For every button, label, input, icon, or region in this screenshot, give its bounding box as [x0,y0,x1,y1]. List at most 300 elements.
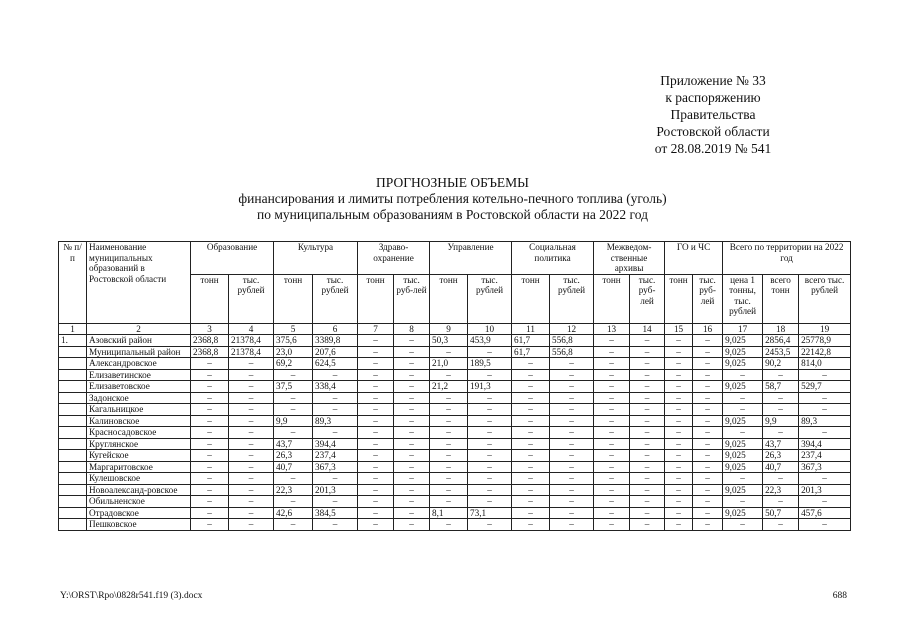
table-cell: 21,0 [430,358,468,370]
table-cell: 40,7 [274,461,313,473]
table-cell: – [630,358,665,370]
table-cell: – [723,473,763,485]
table-cell: – [550,427,594,439]
table-cell: – [229,415,274,427]
table-cell: – [468,346,512,358]
table-cell: – [191,450,229,462]
table-row [59,404,851,416]
column-number: 12 [550,323,594,335]
table-cell: – [430,450,468,462]
table-cell: 384,5 [313,507,358,519]
appendix-line: от 28.08.2019 № 541 [654,141,772,156]
table-cell: 367,3 [313,461,358,473]
table-cell: – [594,450,630,462]
table-cell: 89,3 [313,415,358,427]
table-cell: – [468,392,512,404]
row-number [59,519,87,531]
table-cell: – [630,381,665,393]
table-cell: 23,0 [274,346,313,358]
row-number [59,438,87,450]
table-cell: 73,1 [468,507,512,519]
row-number [59,450,87,462]
table-cell: – [550,415,594,427]
table-cell: 42,6 [274,507,313,519]
table-cell: 191,3 [468,381,512,393]
column-number: 16 [693,323,723,335]
table-cell: – [799,519,851,531]
table-cell: 2368,8 [191,335,229,347]
column-number: 9 [430,323,468,335]
table-cell: – [394,415,430,427]
table-cell: 201,3 [313,484,358,496]
table-cell: – [693,438,723,450]
table-cell: – [430,438,468,450]
table-row [59,519,851,531]
table-cell: – [430,392,468,404]
table-cell: – [693,404,723,416]
table-row [59,438,851,450]
table-cell: – [191,427,229,439]
table-cell: – [723,496,763,508]
table-row [59,392,851,404]
table-cell: – [313,404,358,416]
table-cell: 2453,5 [763,346,799,358]
table-cell: – [594,484,630,496]
table-cell: 9,9 [274,415,313,427]
table-cell: – [594,461,630,473]
table-cell: – [594,346,630,358]
municipality-name: Александровское [87,358,191,370]
appendix-line: к распоряжению [665,90,761,105]
table-cell: – [594,415,630,427]
table-cell: – [274,427,313,439]
table-cell: 26,3 [274,450,313,462]
header-group: Образование [191,242,274,275]
table-cell: – [693,346,723,358]
table-cell: – [693,519,723,531]
table-cell: 9,025 [723,381,763,393]
table-cell: – [358,461,394,473]
table-cell: – [191,484,229,496]
table-cell: – [630,392,665,404]
table-cell: 394,4 [313,438,358,450]
table-cell: – [468,496,512,508]
table-cell: – [512,358,550,370]
table-cell: – [191,358,229,370]
header-unit: тыс. руб-лей [394,274,430,323]
table-cell: – [229,358,274,370]
table-cell: – [723,519,763,531]
table-cell: – [693,473,723,485]
table-cell: – [430,484,468,496]
header-name: Наименование муниципальных образований в Ростовской области [87,242,191,324]
header-unit: тонн [665,274,693,323]
row-number [59,507,87,519]
row-number [59,381,87,393]
table-cell: 201,3 [799,484,851,496]
table-cell: – [274,404,313,416]
header-unit: тыс. рублей [313,274,358,323]
table-cell: – [512,484,550,496]
column-number: 5 [274,323,313,335]
table-cell: – [512,450,550,462]
table-cell: – [550,404,594,416]
row-number [59,496,87,508]
table-cell: – [550,381,594,393]
table-cell: – [665,473,693,485]
table-row [59,461,851,473]
table-cell: – [693,427,723,439]
table-cell: – [799,392,851,404]
table-cell: – [191,381,229,393]
column-number: 8 [394,323,430,335]
municipality-name: Елизаветинское [87,369,191,381]
table-cell: – [594,369,630,381]
header-unit: тонн [191,274,229,323]
municipality-name: Пешковское [87,519,191,531]
header-unit: всего тыс. рублей [799,274,851,323]
table-cell: – [550,369,594,381]
table-cell: – [394,346,430,358]
table-cell: 50,7 [763,507,799,519]
municipality-name: Муниципальный район [87,346,191,358]
table-cell: 529,7 [799,381,851,393]
row-number [59,404,87,416]
table-row [59,381,851,393]
table-cell: – [693,461,723,473]
table-cell: – [594,427,630,439]
table-cell: 9,025 [723,438,763,450]
row-number [59,369,87,381]
table-cell: – [430,473,468,485]
table-cell: 9,025 [723,484,763,496]
municipality-name: Обильненское [87,496,191,508]
table-cell: – [394,507,430,519]
table-cell: – [512,392,550,404]
table-cell: – [229,381,274,393]
table-cell: – [229,392,274,404]
table-cell: – [358,438,394,450]
table-row [59,450,851,462]
table-cell: – [512,519,550,531]
table-cell: – [512,404,550,416]
table-cell: – [358,358,394,370]
table-cell: – [358,381,394,393]
table-cell: – [630,438,665,450]
header-row-groups [59,242,851,275]
header-group: Социальная политика [512,242,594,275]
appendix-line: Ростовской области [656,124,770,139]
table-cell: – [512,438,550,450]
table-cell: 90,2 [763,358,799,370]
table-cell: – [394,450,430,462]
table-cell: – [799,427,851,439]
table-cell: – [693,335,723,347]
table-cell: – [191,461,229,473]
table-cell: – [512,369,550,381]
table-cell: 61,7 [512,346,550,358]
table-cell: – [665,381,693,393]
table-cell: – [630,484,665,496]
column-number: 13 [594,323,630,335]
table-row [59,496,851,508]
table-cell: 69,2 [274,358,313,370]
table-cell: – [358,335,394,347]
municipality-name: Новоалександ-ровское [87,484,191,496]
table-cell: – [191,438,229,450]
table-cell: – [723,404,763,416]
table-cell: – [274,369,313,381]
municipality-name: Красносадовское [87,427,191,439]
table-cell: 556,8 [550,346,594,358]
table-cell: 21,2 [430,381,468,393]
table-cell: – [594,381,630,393]
table-cell: – [550,392,594,404]
table-cell: – [468,415,512,427]
table-cell: – [229,404,274,416]
table-cell: – [594,392,630,404]
table-cell: – [630,461,665,473]
table-cell: – [665,346,693,358]
table-cell: – [430,461,468,473]
table-cell: 237,4 [799,450,851,462]
table-cell: 2856,4 [763,335,799,347]
table-cell: – [630,473,665,485]
row-number [59,392,87,404]
table-cell: – [191,496,229,508]
column-number: 14 [630,323,665,335]
table-cell: – [550,450,594,462]
table-cell: – [665,507,693,519]
column-number: 18 [763,323,799,335]
table-cell: – [630,496,665,508]
document-title [0,175,905,223]
table-cell: – [594,507,630,519]
table-cell: – [191,519,229,531]
table-cell: – [468,427,512,439]
table-cell: – [630,346,665,358]
table-cell: – [723,427,763,439]
table-cell: 8,1 [430,507,468,519]
table-cell: – [229,473,274,485]
municipality-name: Круглянское [87,438,191,450]
table-cell: 25778,9 [799,335,851,347]
header-group: ГО и ЧС [665,242,723,275]
table-cell: – [665,415,693,427]
table-cell: – [394,438,430,450]
table-cell: – [693,496,723,508]
table-cell: – [665,484,693,496]
table-cell: – [630,450,665,462]
table-cell: – [394,496,430,508]
table-cell: – [799,496,851,508]
table-cell: – [693,484,723,496]
table-cell: 89,3 [799,415,851,427]
table-cell: – [229,507,274,519]
table-cell: – [512,381,550,393]
table-cell: – [358,484,394,496]
table-row [59,484,851,496]
table-cell: 338,4 [313,381,358,393]
table-cell: – [763,369,799,381]
table-cell: 26,3 [763,450,799,462]
header-unit: цена 1 тонны, тыс. рублей [723,274,763,323]
table-cell: 9,025 [723,358,763,370]
table-cell: – [394,484,430,496]
column-number: 17 [723,323,763,335]
table-cell: – [723,392,763,404]
table-cell: – [430,346,468,358]
table-cell: – [394,461,430,473]
table-cell: – [358,473,394,485]
table-cell: – [468,461,512,473]
municipality-name: Маргаритовское [87,461,191,473]
row-number [59,427,87,439]
table-cell: – [550,519,594,531]
table-cell: – [630,519,665,531]
table-cell: – [191,369,229,381]
table-cell: – [358,369,394,381]
table-cell: – [430,369,468,381]
table-cell: – [693,507,723,519]
file-path: Y:\ORST\Rpo\0828r541.f19 (3).docx [60,591,203,601]
table-cell: – [430,404,468,416]
table-cell: 9,025 [723,415,763,427]
table-cell: – [468,438,512,450]
table-cell: – [630,404,665,416]
table-cell: – [394,473,430,485]
table-cell: – [693,415,723,427]
table-cell: 375,6 [274,335,313,347]
table-cell: 50,3 [430,335,468,347]
table-cell: – [630,507,665,519]
table-cell: – [799,404,851,416]
table-cell: – [630,369,665,381]
header-unit: тонн [512,274,550,323]
column-number: 4 [229,323,274,335]
table-cell: – [468,450,512,462]
table-cell: – [358,415,394,427]
table-cell: – [512,473,550,485]
table-cell: – [313,496,358,508]
table-cell: – [693,392,723,404]
header-group: Здраво-охранение [358,242,430,275]
table-cell: – [229,369,274,381]
table-cell: 61,7 [512,335,550,347]
table-cell: – [313,519,358,531]
title-line: финансирования и лимиты потребления котельно-печного топлива (уголь) [238,191,667,206]
table-cell: – [693,381,723,393]
header-group: Культура [274,242,358,275]
table-cell: – [665,450,693,462]
table-body [59,335,851,531]
table-cell: – [313,427,358,439]
table-cell: 37,5 [274,381,313,393]
table-cell: – [594,335,630,347]
table-cell: – [229,438,274,450]
table-cell: – [665,404,693,416]
table-cell: 43,7 [274,438,313,450]
table-cell: – [394,392,430,404]
table-cell: – [550,461,594,473]
header-unit: тыс. руб-лей [630,274,665,323]
header-unit: тонн [594,274,630,323]
table-cell: – [468,404,512,416]
table-cell: 189,5 [468,358,512,370]
table-cell: – [594,438,630,450]
column-number: 7 [358,323,394,335]
forecast-table [58,241,851,531]
appendix-line: Правительства [670,107,756,122]
table-cell: – [665,335,693,347]
header-unit: тонн [274,274,313,323]
row-number: 1. [59,335,87,347]
header-num: № п/п [59,242,87,324]
table-cell: – [394,358,430,370]
table-row [59,358,851,370]
table-cell: 9,025 [723,450,763,462]
table-cell: – [468,369,512,381]
table-cell: 624,5 [313,358,358,370]
table-cell: 22,3 [274,484,313,496]
table-cell: – [665,358,693,370]
table-row [59,473,851,485]
table-cell: 21378,4 [229,346,274,358]
table-cell: – [394,427,430,439]
header-group: Межведом-ственные архивы [594,242,665,275]
municipality-name: Азовский район [87,335,191,347]
header-group: Управление [430,242,512,275]
table-cell: – [468,519,512,531]
table-cell: – [693,450,723,462]
row-number [59,346,87,358]
table-cell: 22142,8 [799,346,851,358]
table-cell: – [274,473,313,485]
title-line: по муниципальным образованиям в Ростовской области на 2022 год [257,207,648,222]
table-cell: – [763,473,799,485]
column-number: 6 [313,323,358,335]
table-cell: – [763,496,799,508]
table-row [59,507,851,519]
table-row [59,415,851,427]
table-cell: 9,025 [723,507,763,519]
table-cell: – [665,496,693,508]
title-line: ПРОГНОЗНЫЕ ОБЪЕМЫ [376,175,529,190]
table-cell: 556,8 [550,335,594,347]
municipality-name: Елизаветовское [87,381,191,393]
table-cell: – [274,519,313,531]
table-cell: – [229,519,274,531]
column-number: 1 [59,323,87,335]
table-cell: 394,4 [799,438,851,450]
table-cell: – [550,484,594,496]
table-cell: – [799,369,851,381]
table-cell: – [394,381,430,393]
table-cell: – [512,496,550,508]
table-cell: – [394,519,430,531]
table-cell: – [394,404,430,416]
table-cell: – [512,461,550,473]
table-cell: 9,025 [723,335,763,347]
table-cell: – [430,427,468,439]
table-cell: – [468,473,512,485]
table-cell: – [191,507,229,519]
table-cell: – [358,346,394,358]
header-unit: тыс. руб-лей [693,274,723,323]
municipality-name: Отрадовское [87,507,191,519]
table-cell: – [693,369,723,381]
table-cell: – [274,496,313,508]
